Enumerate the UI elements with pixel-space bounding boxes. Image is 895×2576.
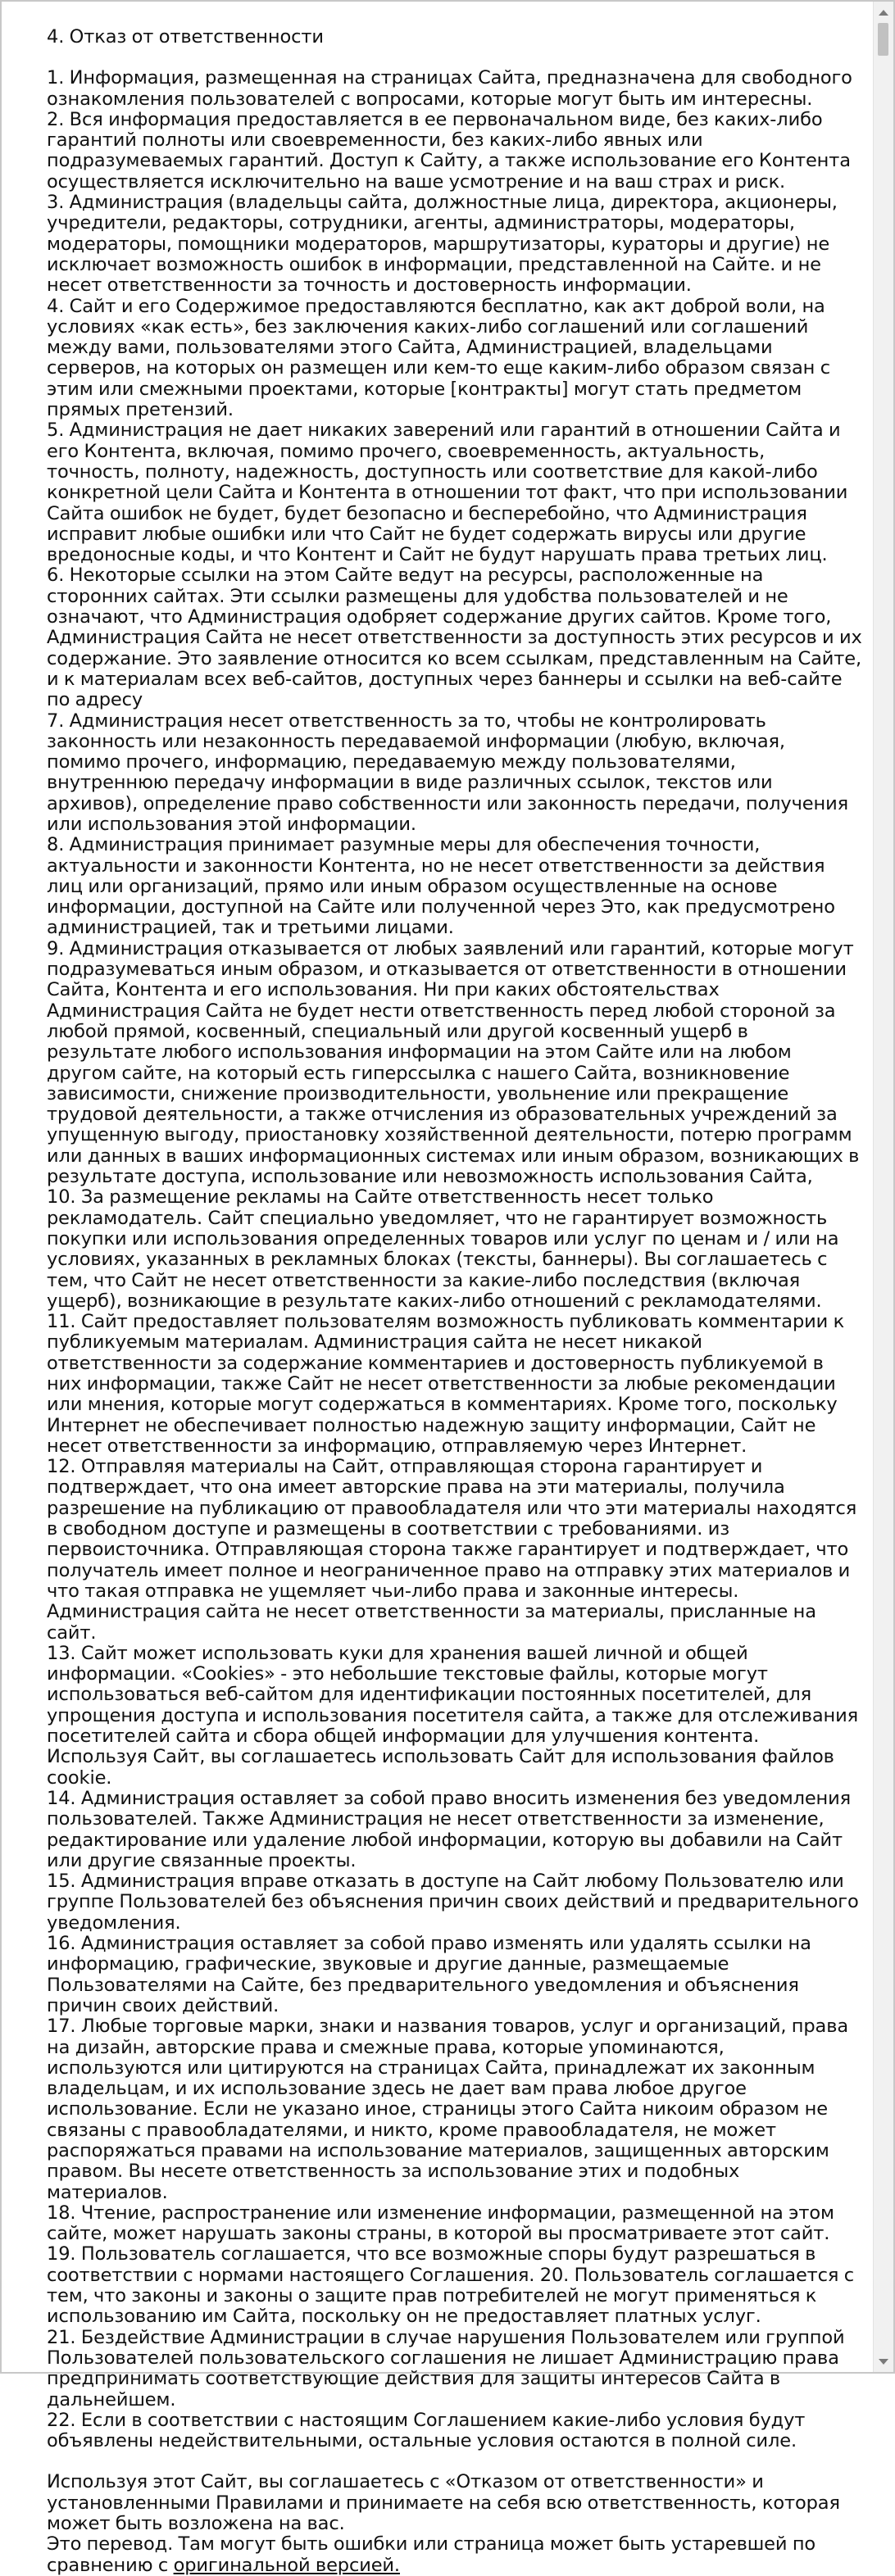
disclaimer-item: 11. Сайт предоставляет пользователям возможность публиковать комментарии к публикуемым материалам. Администрация сайта не несет никакой ответственности за содержание комментариев и достоверность публикуемой в них информации, также Сайт не несет ответственности за любые рекомендации или мнения, которые могут содержаться в комментариях. Кроме того, поскольку Интернет не обеспечивает полностью надежную защиту информации, Сайт не несет ответственности за информацию, отправляемую через Интернет.	[47, 1311, 845, 1457]
scrollbar-track[interactable]	[874, 23, 893, 2351]
translation-note-text: Это перевод. Там могут быть ошибки или страница может быть устаревшей по сравнению с	[47, 2533, 816, 2576]
disclaimer-item: 22. Если в соответствии с настоящим Соглашением какие-либо условия будут объявлены недействительными, остальные условия остаются в полной силе.	[47, 2409, 806, 2452]
disclaimer-item: 18. Чтение, распространение или изменение информации, размещенной на этом сайте, может нарушать законы страны, в которой вы просматриваете этот сайт.	[47, 2202, 834, 2245]
paragraph-gap	[47, 2451, 862, 2472]
disclaimer-items	[47, 68, 862, 2451]
vertical-scrollbar[interactable]	[873, 2, 893, 2372]
scrollbar-thumb[interactable]	[878, 23, 888, 56]
original-version-link[interactable]: оригинальной версией.	[173, 2554, 400, 2576]
disclaimer-item: 1. Информация, размещенная на страницах Сайта, предназначена для свободного ознакомления пользователей с вопросами, которые могут быть им интересны.	[47, 67, 852, 110]
disclaimer-item: 12. Отправляя материалы на Сайт, отправляющая сторона гарантирует и подтверждает, что она имеет авторские права на эти материалы, получила разрешение на публикацию от правообладателя или что эти материалы находятся в свободном доступе и размещены в соответствии с требованиями. из первоисточника. Отправляющая сторона также гарантирует и подтверждает, что получатель имеет полное и неограниченное право на отправку этих материалов и что такая отправка не ущемляет чьи-либо права и законные интересы. Администрация сайта не несет ответственности за материалы, присланные на сайт.	[47, 1456, 857, 1644]
disclaimer-item: 14. Администрация оставляет за собой право вносить изменения без уведомления пользователей. Также Администрация не несет ответственности за изменение, редактирование или удаление любой информации, которую вы добавили на Сайт или другие связанные проекты.	[47, 1787, 852, 1871]
paragraph-gap	[47, 48, 862, 68]
disclaimer-item: 2. Вся информация предоставляется в ее первоначальном виде, без каких-либо гарантий полноты или своевременности, без каких-либо явных или подразумеваемых гарантий. Доступ к Сайту, а также использование его Контента осуществляется исключительно на ваше усмотрение и на ваш страх и риск.	[47, 108, 851, 193]
disclaimer-item: 8. Администрация принимает разумные меры для обеспечения точности, актуальности и законности Контента, но не несет ответственности за действия лиц или организаций, прямо или иным образом осуществленные на основе информации, доступной на Сайте или полученной через Это, как предусмотрено администрацией, так и третьими лицами.	[47, 834, 835, 939]
disclaimer-item: 16. Администрация оставляет за собой право изменять или удалять ссылки на информацию, графические, звуковые и другие данные, размещаемые Пользователями на Сайте, без предварительного уведомления и объяснения причин своих действий.	[47, 1933, 811, 2016]
closing-paragraph: Используя этот Сайт, вы соглашаетесь с «Отказом от ответственности» и установленными Правилами и принимаете на себя всю ответственность, которая может быть возложена на вас.	[47, 2471, 840, 2535]
disclaimer-item: 4. Сайт и его Содержимое предоставляются бесплатно, как акт доброй воли, на условиях «как есть», без заключения каких-либо соглашений или соглашений между вами, пользователями этого Сайта, Администрацией, владельцами серверов, на которых он размещен или кем-то еще каким-либо образом связан с этим или смежными проектами, которые [контракты] могут стать предметом прямых претензий.	[47, 295, 830, 421]
disclaimer-item: 21. Бездействие Администрации в случае нарушения Пользователем или группой Пользователей пользовательского соглашения не лишает Администрацию права предпринимать соответствующие действия для защиты интересов Сайта в дальнейшем.	[47, 2326, 845, 2410]
disclaimer-item: 15. Администрация вправе отказать в доступе на Сайт любому Пользователю или группе Пользователей без объяснения причин своих действий и предварительного уведомления.	[47, 1871, 859, 1934]
disclaimer-content	[47, 27, 862, 2576]
translation-note	[47, 2534, 862, 2576]
disclaimer-item: 6. Некоторые ссылки на этом Сайте ведут на ресурсы, расположенные на сторонних сайтах. Эти ссылки размещены для удобства пользователей и не означают, что Администрация одобряет содержание других сайтов. Кроме того, Администрация Сайта не несет ответственности за доступность этих ресурсов и их содержание. Это заявление относится ко всем ссылкам, представленным на Сайте, и к материалам всех веб-сайтов, доступных через баннеры и ссылки на веб-сайте по адресу	[47, 565, 862, 711]
disclaimer-item: 19. Пользователь соглашается, что все возможные споры будут разрешаться в соответствии с нормами настоящего Соглашения. 20. Пользователь соглашается с тем, что законы и законы о защите прав потребителей не могут применяться к использованию им Сайта, поскольку он не предоставляет платных услуг.	[47, 2243, 855, 2328]
disclaimer-item: 10. За размещение рекламы на Сайте ответственность несет только рекламодатель. Сайт специально уведомляет, что не гарантирует возможность покупки или использования определенных товаров или услуг по ценам и / или на условиях, указанных в рекламных блоках (тексты, баннеры). Вы соглашаетесь с тем, что Сайт не несет ответственности за какие-либо последствия (включая ущерб), возникающие в результате каких-либо отношений с рекламодателями.	[47, 1186, 839, 1312]
scroll-down-arrow-icon[interactable]	[874, 2351, 893, 2372]
disclaimer-item: 3. Администрация (владельцы сайта, должностные лица, директора, акционеры, учредители, редакторы, сотрудники, агенты, администраторы, модераторы, модераторы, помощники модераторов, маршрутизаторы, кураторы и другие) не исключает возможность ошибок в информации, представленной на Сайте. и не несет ответственности за точность и достоверность информации.	[47, 192, 838, 297]
disclaimer-item: 13. Сайт может использовать куки для хранения вашей личной и общей информации. «Cookies» - это небольшие текстовые файлы, которые могут использоваться веб-сайтом для идентификации постоянных посетителей, для упрощения доступа и использования посетителя сайта, а также для отслеживания посетителей сайта и сбора общей информации для улучшения контента. Используя Сайт, вы соглашаетесь использовать Сайт для использования файлов cookie.	[47, 1642, 859, 1789]
disclaimer-item: 5. Администрация не дает никаких заверений или гарантий в отношении Сайта и его Контента, включая, помимо прочего, своевременность, актуальность, точность, полноту, надежность, доступность или соответствие для какой-либо конкретной цели Сайта и Контента в отношении тот факт, что при использовании Сайта ошибок не будет, будет безопасно и бесперебойно, что Администрация исправит любые ошибки или что Сайт не будет содержать вирусы или другие вредоносные коды, и что Контент и Сайт не будут нарушать права третьих лиц.	[47, 420, 848, 566]
disclaimer-item: 17. Любые торговые марки, знаки и названия товаров, услуг и организаций, права на дизайн, авторские права и смежные права, которые упоминаются, используются или цитируются на страницах Сайта, принадлежат их законным владельцам, и их использование здесь не дает вам права любое другое использование. Если не указано иное, страницы этого Сайта никоим образом не связаны с правообладателями, и никто, кроме правообладателя, не может распоряжаться правами на использование материалов, защищенных авторским правом. Вы несете ответственность за использование этих и подобных материалов.	[47, 2016, 849, 2203]
disclaimer-item: 9. Администрация отказывается от любых заявлений или гарантий, которые могут подразумеваться иным образом, и отказывается от ответственности в отношении Сайта, Контента и его использования. Ни при каких обстоятельствах Администрация Сайта не будет нести ответственность перед любой стороной за любой прямой, косвенный, специальный или другой косвенный ущерб в результате любого использования информации на этом Сайте или на любом другом сайте, на который есть гиперссылка с нашего Сайта, возникновение зависимости, снижение производительности, увольнение или прекращение трудовой деятельности, а также отчисления из образовательных учреждений за упущенную выгоду, приостановку хозяйственной деятельности, потерю программ или данных в ваших информационных системах или иным образом, возникающих в результате доступа, использование или невозможность использования Сайта,	[47, 937, 860, 1188]
section-heading: 4. Отказ от ответственности	[47, 26, 324, 48]
disclaimer-item: 7. Администрация несет ответственность за то, чтобы не контролировать законность или незаконность передаваемой информации (любую, включая, помимо прочего, информацию, передаваемую между пользователями, внутреннюю передачу информации в виде различных ссылок, текстов или архивов), определение право собственности или законность передачи, получения или использования этой информации.	[47, 710, 848, 835]
scroll-up-arrow-icon[interactable]	[874, 2, 893, 23]
